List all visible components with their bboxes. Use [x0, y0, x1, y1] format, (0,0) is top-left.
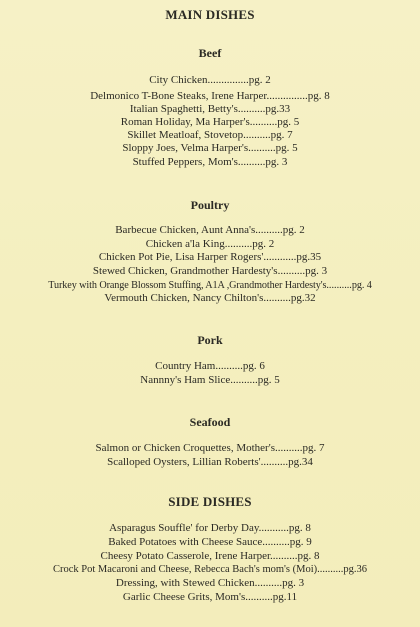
menu-entry — [0, 142, 420, 155]
menu-entry — [0, 536, 420, 549]
entry-page: pg. 3 — [265, 156, 288, 168]
entry-leader: ............... — [207, 74, 249, 86]
menu-entry — [0, 360, 420, 373]
entry-name: Turkey with Orange Blossom Stuffing, A1A ,Grandmother Hardesty's — [48, 280, 327, 291]
entry-leader: ............ — [263, 251, 297, 263]
entry-page: pg. 8 — [288, 522, 311, 534]
entry-name: Salmon or Chicken Croquettes, Mother's — [95, 442, 275, 454]
entry-page: pg. 2 — [252, 238, 275, 250]
entry-leader: .......... — [224, 238, 253, 250]
entry-leader: ........... — [258, 522, 289, 534]
entry-name: Vermouth Chicken, Nancy Chilton's — [104, 292, 264, 304]
entry-name: Delmonico T-Bone Steaks, Irene Harper — [90, 90, 267, 102]
entry-leader: .......... — [326, 280, 352, 291]
entry-name: Garlic Cheese Grits, Mom's — [122, 591, 246, 603]
entry-name: Italian Spaghetti, Betty's — [129, 103, 238, 115]
entry-name: Nannny's Ham Slice — [140, 374, 231, 386]
entry-leader: .......... — [317, 564, 344, 575]
entry-page: pg. 6 — [242, 360, 265, 372]
entry-leader: .......... — [263, 292, 291, 304]
entry-leader: .......... — [255, 224, 283, 236]
seafood-heading: Seafood — [189, 415, 231, 429]
menu-entry — [0, 292, 420, 305]
main-dishes-title: MAIN DISHES — [165, 7, 255, 22]
entry-page: pg. 7 — [270, 129, 293, 141]
poultry-heading: Poultry — [190, 198, 230, 212]
entry-page: pg.36 — [343, 564, 368, 575]
entry-leader: .......... — [243, 129, 271, 141]
entry-name: Country Ham — [155, 360, 216, 372]
menu-entry — [0, 129, 420, 142]
entry-page: pg. 8 — [307, 90, 330, 102]
menu-entry — [0, 591, 420, 604]
menu-entry — [0, 156, 420, 169]
menu-entry — [0, 279, 420, 292]
entry-page: pg. 2 — [282, 224, 305, 236]
entry-page: pg. 7 — [302, 442, 325, 454]
entry-name: Baked Potatoes with Cheese Sauce — [108, 536, 263, 548]
entry-name: Chicken Pot Pie, Lisa Harper Rogers' — [98, 251, 264, 263]
menu-entry — [0, 251, 420, 264]
entry-page: pg.11 — [272, 591, 298, 603]
entry-leader: .......... — [262, 536, 290, 548]
entry-page: pg. 3 — [282, 577, 305, 589]
entry-page: pg. 5 — [277, 116, 300, 128]
side-dishes-title: SIDE DISHES — [168, 494, 252, 509]
entry-page: pg.32 — [290, 292, 316, 304]
pork-heading: Pork — [197, 333, 223, 347]
entry-name: Sloppy Joes, Velma Harper's — [122, 142, 249, 154]
menu-entry — [0, 238, 420, 251]
menu-entry — [0, 442, 420, 455]
entry-name: Dressing, with Stewed Chicken — [115, 577, 255, 589]
entry-leader: .......... — [248, 142, 276, 154]
entry-name: Crock Pot Macaroni and Cheese, Rebecca Bach's mom's (Moi) — [52, 564, 318, 575]
menu-entry — [0, 90, 420, 103]
entry-page: pg.33 — [265, 103, 291, 115]
menu-entry — [0, 74, 420, 87]
entry-name: Barbecue Chicken, Aunt Anna's — [115, 224, 256, 236]
entry-page: pg. 2 — [248, 74, 271, 86]
entry-name: Chicken a'la King — [145, 238, 225, 250]
entry-leader: .......... — [275, 442, 303, 454]
menu-entry — [0, 103, 420, 116]
entry-name: Cheesy Potato Casserole, Irene Harper — [100, 550, 271, 562]
entry-name: City Chicken — [149, 74, 208, 86]
menu-entry — [0, 374, 420, 387]
menu-entry — [0, 550, 420, 563]
entry-page: pg.34 — [288, 456, 313, 468]
entry-leader: .......... — [230, 374, 258, 386]
entry-name: Stuffed Peppers, Mom's — [132, 156, 238, 168]
entry-page: pg. 8 — [297, 550, 320, 562]
entry-leader: .......... — [245, 591, 273, 603]
entry-name: Roman Holiday, Ma Harper's — [120, 116, 250, 128]
menu-entry — [0, 224, 420, 237]
entry-leader: .......... — [277, 265, 306, 277]
entry-page: pg. 4 — [351, 280, 372, 291]
entry-leader: ............... — [266, 90, 308, 102]
entry-name: Stewed Chicken, Grandmother Hardesty's — [92, 265, 278, 277]
beef-heading: Beef — [198, 46, 222, 60]
entry-leader: .......... — [215, 360, 243, 372]
menu-entry — [0, 116, 420, 129]
entry-page: pg. 9 — [289, 536, 312, 548]
menu-entry — [0, 456, 420, 469]
entry-page: pg. 5 — [257, 374, 280, 386]
entry-name: Asparagus Souffle' for Derby Day — [109, 522, 259, 534]
entry-leader: .......... — [270, 550, 298, 562]
entry-leader: .......... — [249, 116, 278, 128]
menu-entry — [0, 522, 420, 535]
entry-leader: .......... — [254, 577, 283, 589]
entry-leader: .......... — [237, 103, 266, 115]
entry-name: Scalloped Oysters, Lillian Roberts' — [107, 456, 261, 468]
menu-entry — [0, 265, 420, 278]
entry-leader: .......... — [237, 156, 266, 168]
entry-page: pg. 3 — [305, 265, 328, 277]
menu-entry — [0, 577, 420, 590]
entry-name: Skillet Meatloaf, Stovetop — [127, 129, 244, 141]
menu-entry — [0, 563, 420, 576]
entry-leader: .......... — [260, 456, 289, 468]
entry-page: pg.35 — [296, 251, 322, 263]
entry-page: pg. 5 — [275, 142, 298, 154]
